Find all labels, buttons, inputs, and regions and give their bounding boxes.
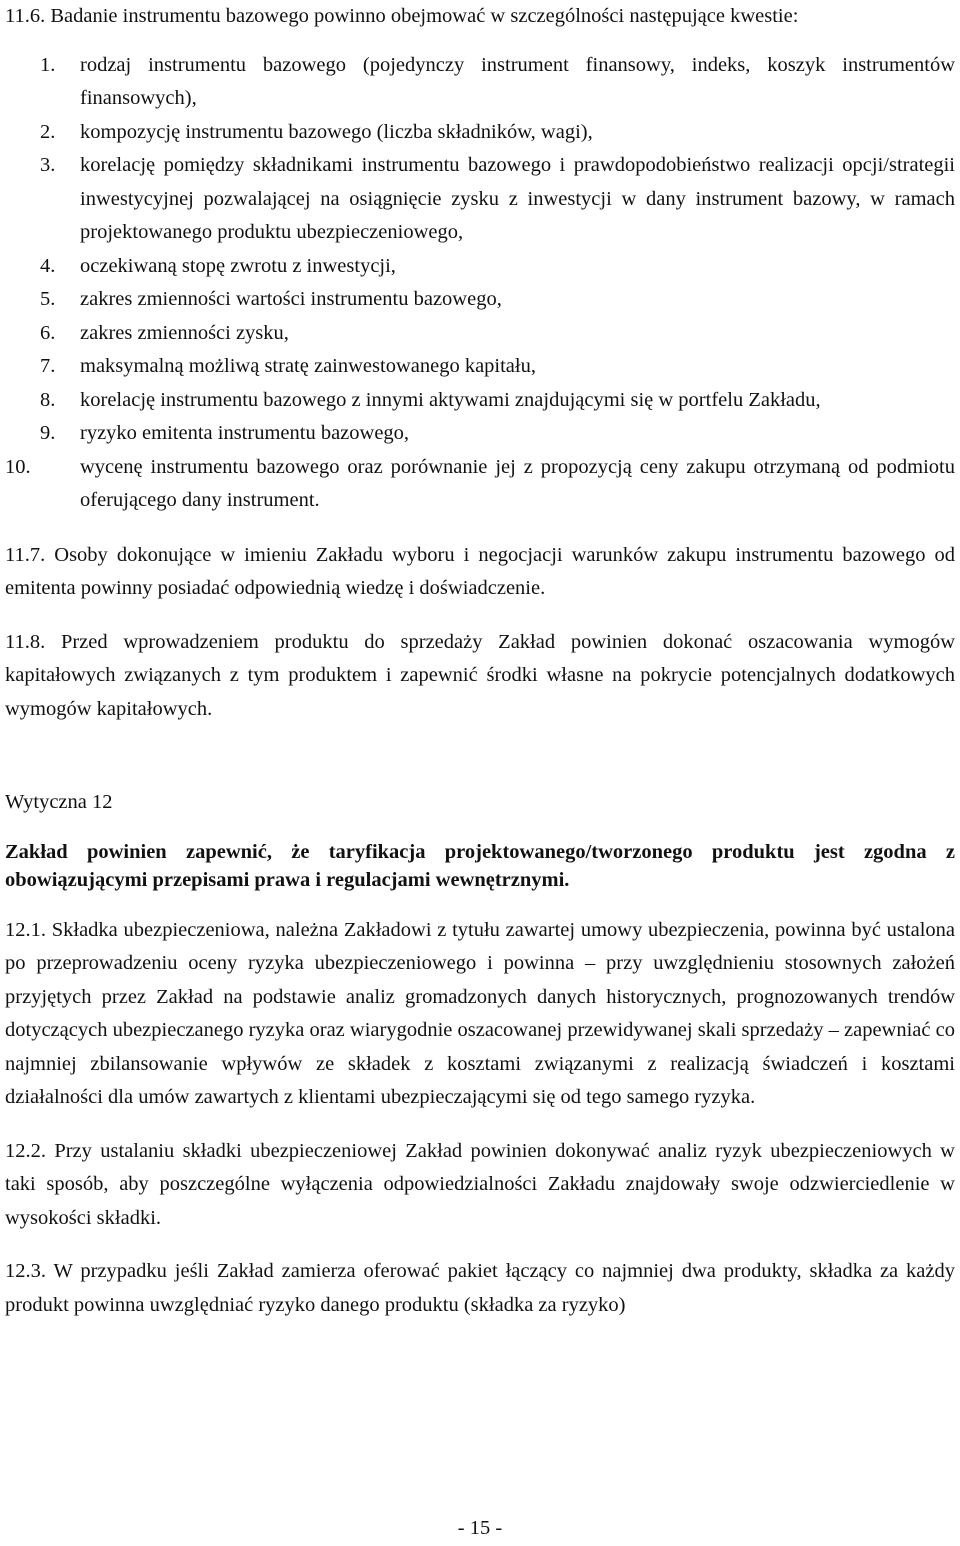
document-page [5, 0, 955, 1322]
list-item-text: kompozycję instrumentu bazowego (liczba składników, wagi), [80, 120, 593, 143]
section-11-6-intro: 11.6. Badanie instrumentu bazowego powinno obejmować w szczególności następujące kwestie: [5, 5, 799, 27]
list-item-number: 8. [40, 388, 56, 411]
list-item [5, 384, 955, 418]
list-item-number: 7. [40, 355, 56, 377]
list-item-number: 6. [40, 321, 56, 344]
list-item [5, 451, 955, 518]
list-item [5, 417, 955, 451]
section-12-2: 12.2. Przy ustalaniu składki ubezpieczeniowej Zakład powinien dokonywać analiz ryzyk ubezpieczeniowych w taki sposób, aby poszczególne wyłączenia odpowiedzialności Zakładu znajdowały swoje odzwierciedlenie w wysokości składki. [5, 1139, 955, 1229]
list-item [5, 49, 955, 116]
list-item-number: 9. [40, 422, 56, 444]
section-11-8: 11.8. Przed wprowadzeniem produktu do sprzedaży Zakład powinien dokonać oszacowania wymogów kapitałowych związanych z tym produktem i zapewnić środki własne na pokrycie potencjalnych dodatkowych wymogów kapitałowych. [5, 630, 955, 720]
list-item-text: korelację instrumentu bazowego z innymi aktywami znajdującymi się w portfelu Zakładu, [80, 388, 821, 411]
list-item [5, 350, 955, 384]
list-item [5, 116, 955, 150]
list-item-text: maksymalną możliwą stratę zainwestowanego kapitału, [80, 355, 536, 377]
list-item-text: ryzyko emitenta instrumentu bazowego, [80, 422, 410, 444]
section-12-3: 12.3. W przypadku jeśli Zakład zamierza oferować pakiet łączący co najmniej dwa produkty, składka za każdy produkt powinna uwzględniać ryzyko danego produktu (składka za ryzyko) [5, 1260, 955, 1316]
list-item-number: 4. [40, 254, 56, 277]
list-item-number: 2. [40, 120, 56, 143]
section-12-1: 12.1. Składka ubezpieczeniowa, należna Zakładowi z tytułu zawartej umowy ubezpieczenia, powinna być ustalona po przeprowadzeniu oceny ryzyka ubezpieczeniowego i powinna – przy uwzględnieniu stosownych założeń przyjętych przez Zakład na podstawie analiz gromadzonych danych historycznych, prognozowanych trendów dotyczących ubezpieczanego ryzyka oraz wiarygodnie oszacowanej przewidywanej skali sprzedaży – zapewniać co najmniej zbilansowanie wpływów ze składek z kosztami związanymi z realizacją świadczeń i kosztami działalności dla umów zawartych z klientami ubezpieczającymi się od tego samego ryzyka. [5, 918, 955, 1108]
list-item-text: zakres zmienności wartości instrumentu bazowego, [80, 288, 502, 310]
list-item-text: zakres zmienności zysku, [80, 321, 289, 344]
list-item-number: 10. [5, 455, 31, 478]
list-item-text: oczekiwaną stopę zwrotu z inwestycji, [80, 254, 396, 277]
list-item-text: korelację pomiędzy składnikami instrumentu bazowego i prawdopodobieństwo realizacji opcji/strategii inwestycyjnej pozwalającej na osiągnięcie zysku z inwestycji w dany instrument bazowy, w ramach projektowanego produktu ubezpieczeniowego, [80, 154, 955, 243]
guideline-title: Wytyczna 12 [5, 791, 113, 813]
page-number: - 15 - [457, 1517, 503, 1539]
list-item [5, 317, 955, 351]
investigation-list [5, 49, 955, 518]
list-item-text: rodzaj instrumentu bazowego (pojedynczy instrument finansowy, indeks, koszyk instrumentów finansowych), [80, 53, 955, 109]
guideline-statement: Zakład powinien zapewnić, że taryfikacja projektowanego/tworzonego produktu jest zgodna z obowiązującymi przepisami prawa i regulacjami wewnętrznymi. [5, 840, 955, 891]
list-item [5, 250, 955, 284]
list-item [5, 283, 955, 317]
list-item-number: 3. [40, 154, 56, 176]
list-item-number: 5. [40, 288, 56, 310]
section-11-7: 11.7. Osoby dokonujące w imieniu Zakładu wyboru i negocjacji warunków zakupu instrumentu bazowego od emitenta powinny posiadać odpowiednią wiedzę i doświadczenie. [5, 543, 955, 599]
list-item-number: 1. [40, 53, 56, 76]
list-item [5, 149, 955, 250]
list-item-text: wycenę instrumentu bazowego oraz porównanie jej z propozycją ceny zakupu otrzymaną od podmiotu oferującego dany instrument. [80, 455, 955, 511]
